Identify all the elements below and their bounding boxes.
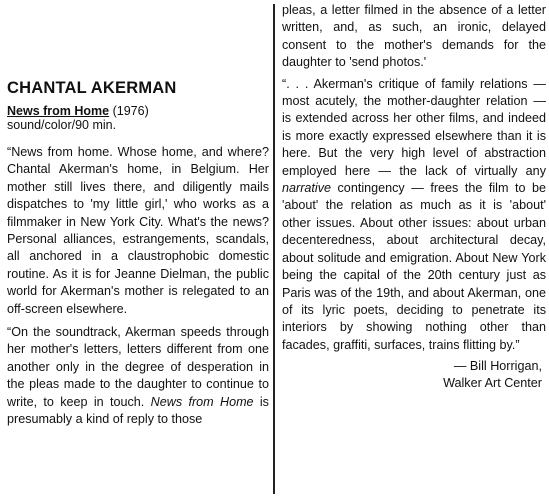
author-credit [282,358,546,392]
film-title: News from Home [7,104,110,118]
paragraph-text: “On the soundtrack, Akerman speeds through her mother's letters, letters different from one another only in the degree of desperation in the pleas made to the daughter to continue to write, to keep in touch. [7,325,269,409]
left-column [7,78,269,435]
paragraph-text: is presumably a kind of reply to those [7,394,269,427]
body-paragraph [282,76,546,355]
paragraph-text: pleas, a letter filmed in the absence of a letter written, and, as such, an ironic, delayed consent to the mother's demands for the daughter to 'send photos.' [282,3,546,70]
paragraph-text: “News from home. Whose home, and where? Chantal Akerman's home, in Belgium. Her mother still lives there, and diligently mails dispatches to 'my little girl,' who works as a filmmaker in New York City. What's the news? Personal alliances, estrangements, scandals, all anchored in a claustrophobic domestic routine. As it is for Jeanne Dielman, the public world for Akerman's mother is relegated to an off-screen elsewhere. [7,145,269,316]
author-affiliation: Walker Art Center [443,376,542,391]
film-title-line [7,104,269,118]
column-divider [273,4,275,494]
body-paragraph [7,144,269,318]
body-paragraph [7,324,269,428]
film-specs: sound/color/90 min. [7,118,117,132]
italic-film-title: News from Home [150,394,254,409]
italic-word: narrative [282,181,331,196]
right-column [282,2,546,392]
filmmaker-heading: CHANTAL AKERMAN [7,79,177,97]
body-paragraph [282,2,546,72]
film-year: (1976) [112,104,149,118]
paragraph-text: “. . . Akerman's critique of family relations — most acutely, the mother-daughter relation — is extended across her other films, and indeed is more exactly expressed elsewhere than it is here. But the very high level of abstraction employed here — the lack of virtually any [282,76,546,178]
paragraph-text: contingency — frees the film to be 'about' the relation as much as it is 'about' other issues. About other issues: about urban decenteredness, about architectural decay, about solitude and emigration. About New York being the capital of the 20th century just as Paris was of the 19th, and about Akerman, one of its lyric poets, deciding to penetrate its interiors by showing nothing other than facades, graffiti, surfaces, trains flitting by.” [282,181,546,352]
author-name: — Bill Horrigan, [453,359,542,374]
